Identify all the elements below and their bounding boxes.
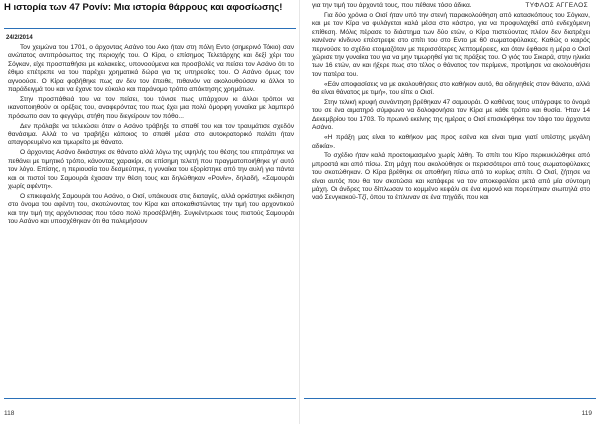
paragraph: Τον χειμώνα του 1701, ο άρχοντας Ασάνο του Ακο ήταν στη πόλη Εντο (σημερινό Τόκιο) σαν ανώτατος αντιπρόσωπος της περιοχής του. Ο Κίρα, ο επίσημος Τελετάρχης και δεξί χέρι του Σόγκαν, είχε προσπαθήσει με κολακείες, υπονοούμενα και προσβολές να πείσει τον Ασάνο ότι το έθιμο επέτρεπε να του παρέχει χρηματικά δώρα για τις υπηρεσίες του. Ο Ασάνο όμως τον αγνοούσε. Ο Κίρα φοβήθηκε πως αν δεν τον έπειθε, πιθανόν να ακολουθούσαν κι άλλοι το παράδειγμά του και να έχανε τον εύκολο και παράνομο τρόπο απόκτησης χρημάτων. — [8, 44, 294, 94]
paragraph: «Εάν αποφασίσεις να με ακολουθήσεις στο καθήκον αυτό, θα οδηγηθείς στον θάνατο, αλλά θα είναι θάνατος με τιμή», του είπε ο Οισί. — [312, 80, 590, 97]
page-number: 118 — [4, 410, 15, 417]
paragraph: «Η πράξη μας είναι το καθήκον μας προς εσένα και είναι τιμια γιατί υπέστης μεγάλη αδικία». — [312, 134, 590, 150]
footer-rule — [304, 398, 596, 399]
paragraph: Για δύο χρόνια ο Οισί ήταν υπό την στενή παρακολούθηση από κατασκόπους του Σόγκαν, και με τον Κίρα να φυλάγεται καλά μέσα στο κάστρο, για να προφυλαχθεί από ενδεχόμενη επίθεση. Μόλις πέρασε το διάστημα των δύο ετών, ο Κίρα πιστεύοντας πλέον δεν διατρέχει κανέναν κίνδυνο επέστρεψε στο σπίτι του στο Εντο με 60 σωματοφύλακες. Καθώς ο καιρός περνούσε το σχέδιο ετοιμαζόταν με περισσότερες λεπτομέρειες, και όταν έφθασε η μέρα ο Οισί χώρισε την γυναίκα του για να μην τιμωρηθεί για τις πράξεις του. Ο γιός του Σικαρά, στην ηλικία των 16 ετών, αν και ήξερε πως στο τέλος ο θάνατος τον περίμενε, προτίμησε να ακολουθήσει τον πατέρα του. — [312, 11, 590, 78]
paragraph: Δεν πρόλαβε να τελειώσει όταν ο Ασάνο τράβηξε το σπαθί του και τον τραυμάτισε σχεδόν θανάσιμα. Αλλά το να τραβήξει κάποιος το σπαθί μέσα στο αυτοκρατορικό παλάτι ήταν απαγορευμένο και τιμωρείτο με θάνατο. — [8, 122, 294, 147]
paragraph: Ο άρχοντας Ασάνο δικάστηκε σε θάνατο αλλά λόγω της υψηλής του θέσης του επιτράπηκε να πεθάνει με τιμητικό τρόπο, κάνοντας χαρακίρι, σε επίσημη τελετή που πραγματοποιήθηκε γι' αυτό τον λόγο. Επίσης, η περιουσία του δεσμεύτηκε, η γυναίκα του εξορίστηκε από την αυλή για πάντα και οι πιστοί του Σαμουράι έχασαν την θέση τους και δηλώθηκαν «Ρονίν», δηλαδή, «Σαμουράι χωρίς αφέντη». — [8, 149, 294, 190]
article-date: 24/2/2014 — [6, 35, 33, 41]
article-title: Η ιστορία των 47 Ρονίν: Μια ιστορία θάρρους και αφοσίωσης! — [4, 2, 283, 13]
page-number: 119 — [581, 410, 592, 417]
footer-rule — [4, 398, 296, 399]
running-header-author: ΤΥΦΛΟΣ ΑΓΓΕΛΟΣ — [525, 2, 588, 9]
left-body-text — [8, 44, 294, 228]
right-body-text — [312, 2, 590, 204]
paragraph: Ο επικεφαλής Σαμουράι του Ασάνο, ο Οισί, υπάκουσε στις διαταγές, αλλά ορκίστηκε εκδίκηση στο όνομα του αφέντη του, σκοτώνοντας τον Κίρα και αποκαθιστώντας την τιμή του αρχοντικού και την τιμή της αρχόντισσας που τόσο πολύ προσέβλήθη. Συγκέντρωσε τους πιστούς Σαμουράι του Ασάνο και υποσχέθηκαν ότι θα πολεμήσουν — [8, 192, 294, 226]
paragraph: για την τιμή του άρχοντά τους, που πέθανε τόσο άδικα. — [312, 2, 472, 9]
paragraph: Στην προσπάθειά του να τον πείσει, του τόνισε πως υπάρχουν κι άλλοι τρόποι να ικανοποιηθούν οι ορέξεις του, αναφερόντας του πως έχει μια πολύ όμορφη γυναίκα με λαμπερό πρόσωπο σαν το φεγγάρι, στήθη που διεγείρουν τον πόθο... — [8, 95, 294, 120]
paragraph: Στην τελική κρυφή συνάντηση βρέθηκαν 47 σαμουράι. Ο καθένας τους υπόγραψε το όνομά του σε ένα αιματηρό σύμφωνο να δολοφονήσει τον Κίρα με κάθε τρόπο και θυσία. Ήταν 14 Δεκεμβρίου του 1703. Το πρωινό εκείνης της ημέρας ο Οισί επισκέφθηκε τον τάφο του άρχοντα Ασάνο. — [312, 98, 590, 132]
paragraph: Το σχέδιο ήταν καλά προετοιμασμένο χωρίς λάθη. Το σπίτι του Κίρο περικυκλώθηκε από μπροστά και από πίσω. Στη μάχη που ακολούθησε οι περισσότεροι από τους σωματοφύλακες του σκοτώθηκαν. Ο Κίρα βρέθηκε σε αποθήκη πίσω από το κυρίως σπίτι. Ο Οισί, ζήτησε να είναι αυτός που θα τον σκοτώσει και κατάφερε να τον αποκεφαλίσει μετά από μία σύντομη μάχη. Οι άνδρες του δίπλωσαν το κομμένο κεφάλι σε ένα κιμονό και πορεύτηκαν σιωπηλά στο ναό Σενγκακού-Τζί, όπου το έπλυναν σε ένα πηγάδι, που και — [312, 152, 590, 202]
title-rule — [4, 28, 296, 29]
right-page — [300, 0, 600, 424]
